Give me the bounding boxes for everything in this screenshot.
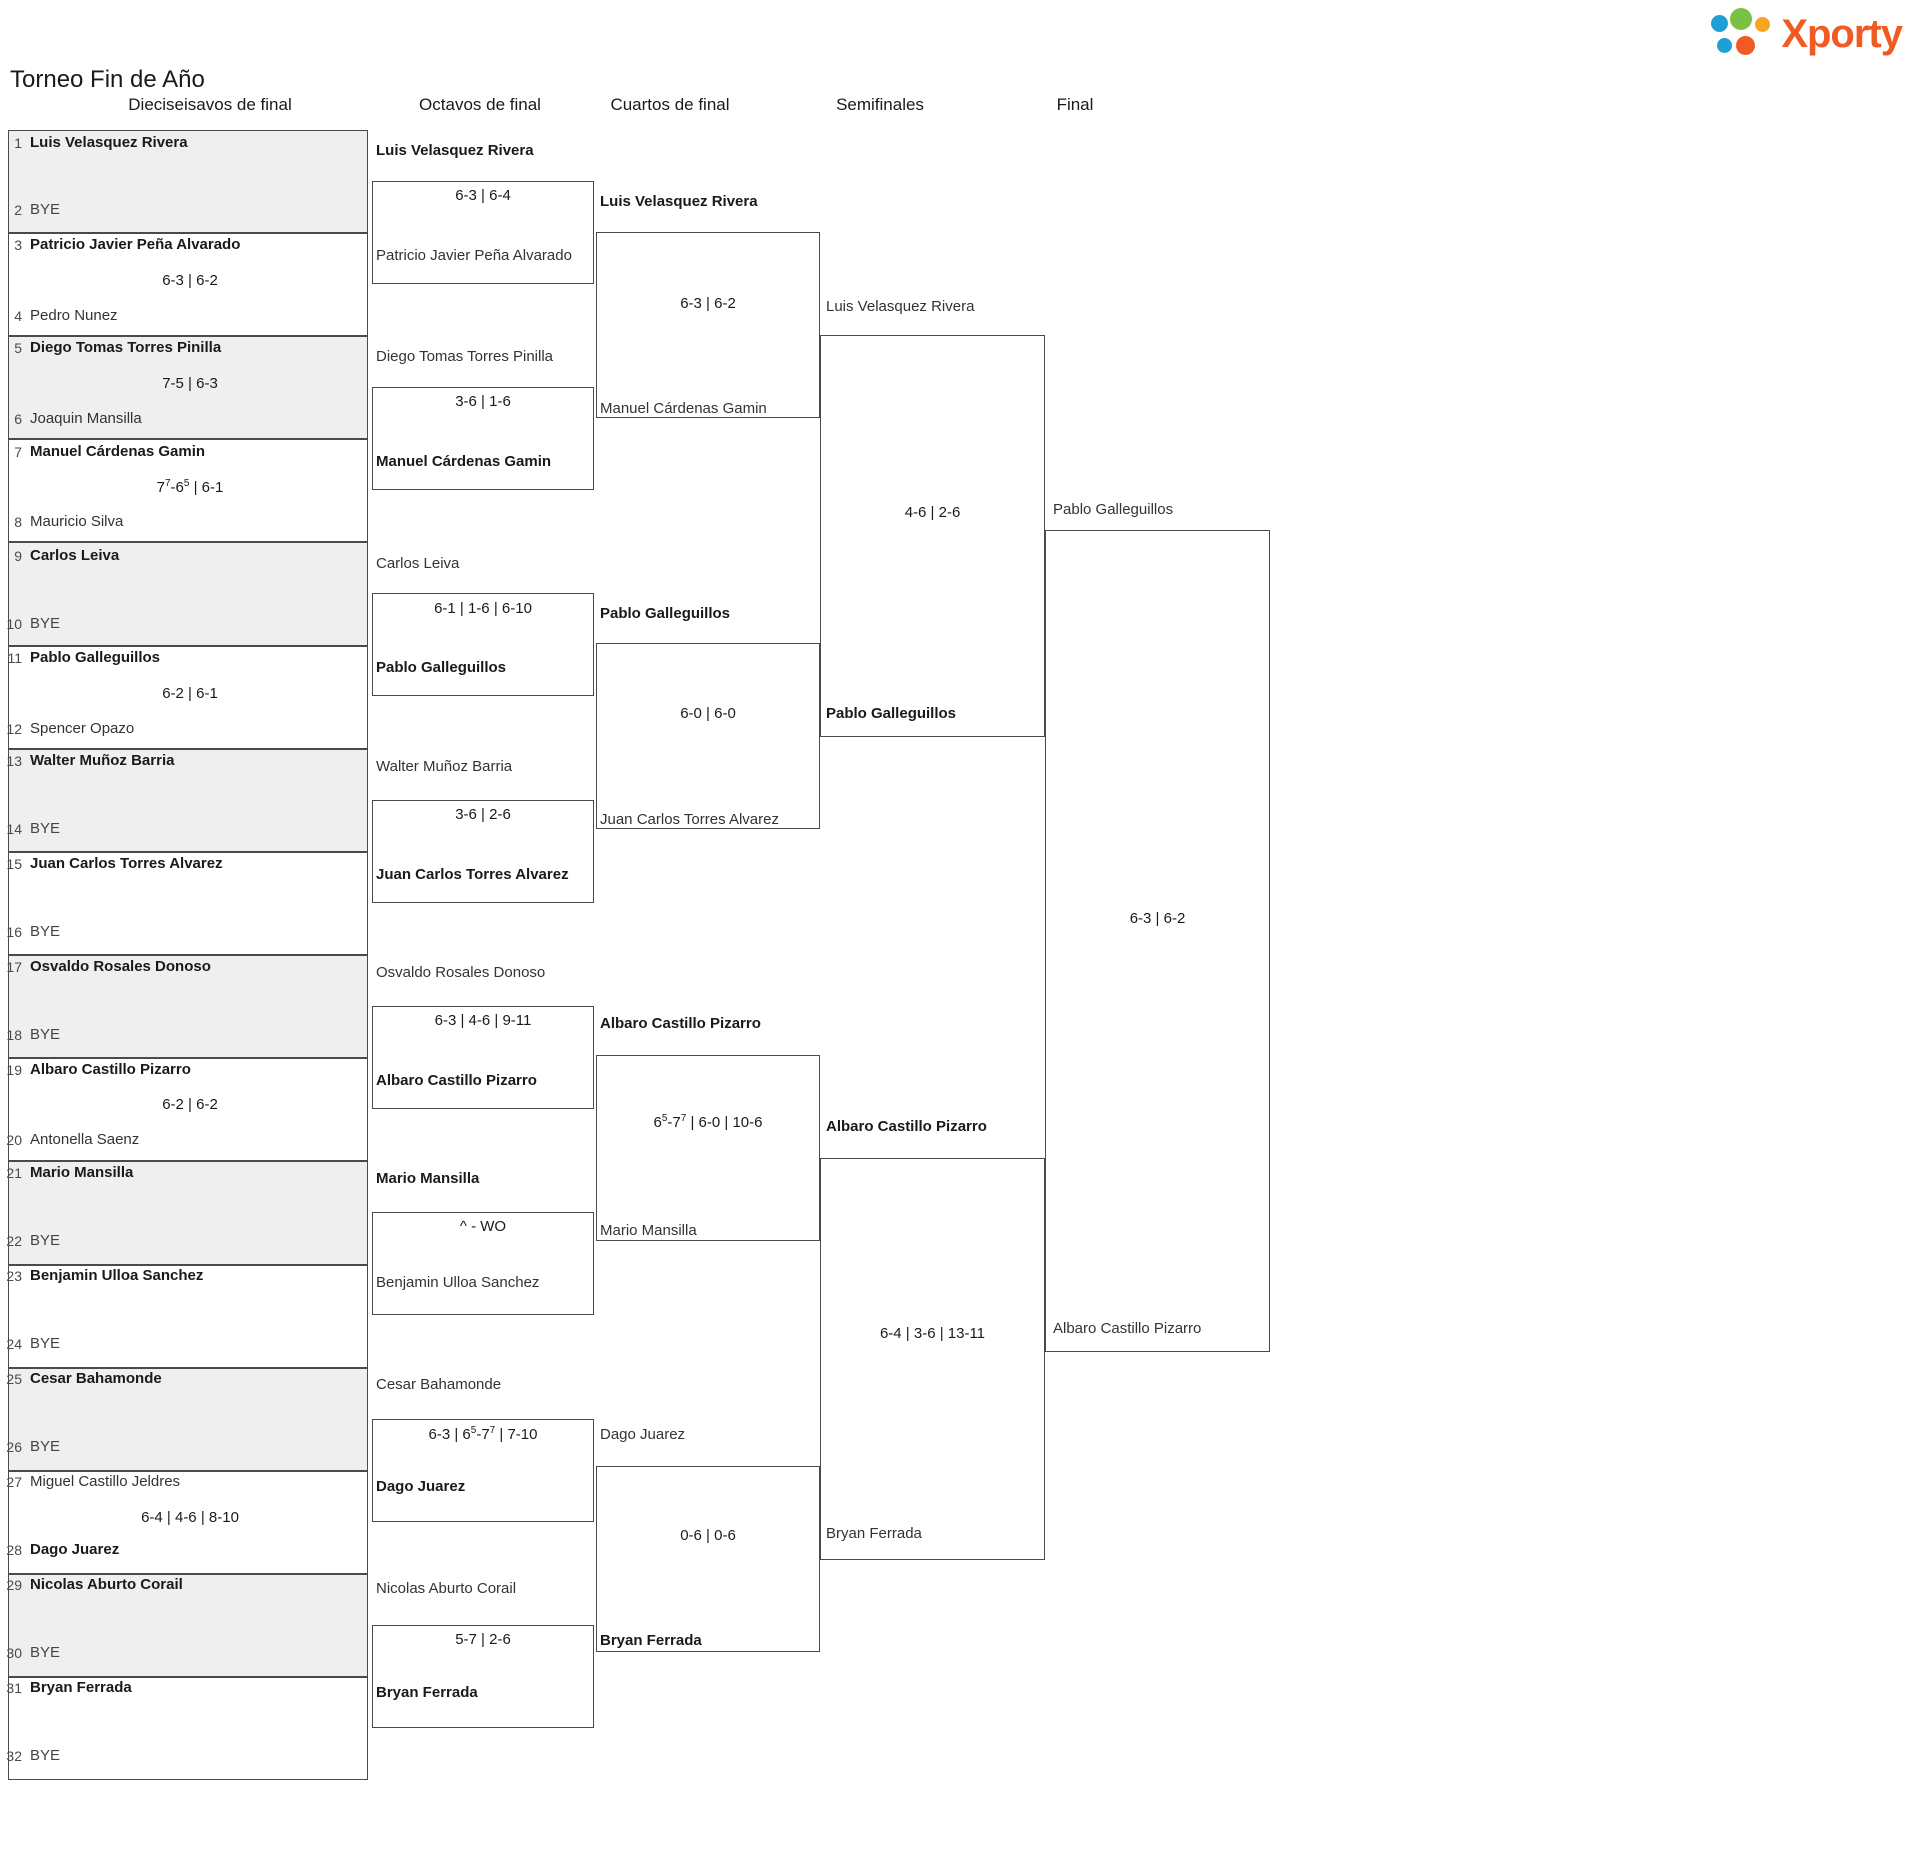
semis-player[interactable]: Bryan Ferrada	[826, 1525, 922, 1542]
r32-player: BYE	[30, 1438, 61, 1455]
round-header-r16: Octavos de final	[419, 95, 541, 114]
r32-player: BYE	[30, 820, 61, 837]
seed-number: 6	[14, 411, 22, 427]
seed-number: 32	[6, 1748, 22, 1764]
r32-player[interactable]: Cesar Bahamonde	[30, 1370, 162, 1387]
seed-number: 8	[14, 514, 22, 530]
r32-player[interactable]: Osvaldo Rosales Donoso	[30, 958, 211, 975]
r32-player[interactable]: Albaro Castillo Pizarro	[30, 1061, 191, 1078]
r32-player[interactable]: Antonella Saenz	[30, 1131, 140, 1148]
seed-number: 9	[14, 548, 22, 564]
r32-player[interactable]: Pablo Galleguillos	[30, 649, 161, 666]
seed-number: 16	[6, 924, 22, 940]
r32-player: BYE	[30, 1644, 61, 1661]
r32-score: 6-4 | 4-6 | 8-10	[141, 1509, 239, 1526]
r32-player: BYE	[30, 923, 61, 940]
octavos-score: 6-1 | 1-6 | 6-10	[434, 600, 532, 617]
seed-number: 14	[6, 821, 22, 837]
octavos-score: 3-6 | 1-6	[455, 393, 511, 410]
seed-number: 26	[6, 1439, 22, 1455]
cuartos-match-4[interactable]	[596, 1466, 820, 1652]
cuartos-score: 0-6 | 0-6	[680, 1527, 736, 1544]
octavos-player[interactable]: Albaro Castillo Pizarro	[376, 1072, 537, 1089]
tournament-name: Torneo Fin de Año	[10, 65, 205, 93]
seed-number: 17	[6, 959, 22, 975]
r32-player[interactable]: Mauricio Silva	[30, 513, 124, 530]
octavos-player[interactable]: Mario Mansilla	[376, 1170, 480, 1187]
final-match[interactable]	[1045, 530, 1270, 1352]
octavos-score: 6-3 | 4-6 | 9-11	[434, 1012, 532, 1029]
cuartos-match-1[interactable]	[596, 232, 820, 418]
final-player[interactable]: Pablo Galleguillos	[1053, 501, 1174, 518]
r32-player: BYE	[30, 1747, 61, 1764]
semis-score: 4-6 | 2-6	[904, 504, 961, 521]
seed-number: 23	[6, 1268, 22, 1284]
r32-player[interactable]: Pedro Nunez	[30, 307, 118, 324]
seed-number: 22	[6, 1233, 22, 1249]
xporty-logo	[1711, 8, 1902, 60]
octavos-score: 6-3 | 6-4	[455, 187, 511, 204]
r32-score: 6-3 | 6-2	[162, 272, 218, 289]
octavos-score: ^ - WO	[459, 1218, 507, 1235]
octavos-score: 3-6 | 2-6	[455, 806, 511, 823]
semis-player[interactable]: Luis Velasquez Rivera	[826, 298, 975, 315]
r32-player[interactable]: Luis Velasquez Rivera	[30, 134, 188, 151]
octavos-player[interactable]: Diego Tomas Torres Pinilla	[376, 348, 554, 365]
cuartos-player[interactable]: Juan Carlos Torres Alvarez	[600, 811, 779, 828]
cuartos-match-2[interactable]	[596, 643, 820, 829]
octavos-player[interactable]: Dago Juarez	[376, 1478, 466, 1495]
seed-number: 12	[6, 721, 22, 737]
octavos-player[interactable]: Juan Carlos Torres Alvarez	[376, 866, 569, 883]
r32-player[interactable]: Diego Tomas Torres Pinilla	[30, 339, 222, 356]
r32-score: 6-2 | 6-2	[162, 1096, 218, 1113]
logo-wordmark: Xporty	[1781, 11, 1902, 56]
seed-number: 7	[14, 444, 22, 460]
round-header-final: Final	[1056, 95, 1094, 114]
r32-player[interactable]: Mario Mansilla	[30, 1164, 134, 1181]
cuartos-score: 6-0 | 6-0	[680, 705, 736, 722]
seed-number: 15	[6, 856, 22, 872]
cuartos-player[interactable]: Manuel Cárdenas Gamin	[600, 400, 767, 417]
octavos-player[interactable]: Pablo Galleguillos	[376, 659, 507, 676]
octavos-score: 6-3 | $6^5-7^7$ | 7-10	[428, 1425, 538, 1443]
r32-player[interactable]: Bryan Ferrada	[30, 1679, 132, 1696]
octavos-player[interactable]: Walter Muñoz Barria	[376, 758, 513, 775]
cuartos-player[interactable]: Mario Mansilla	[600, 1222, 697, 1239]
r32-score: 6-2 | 6-1	[162, 685, 218, 702]
seed-number: 3	[14, 237, 22, 253]
r32-player: BYE	[30, 615, 61, 632]
seed-number: 10	[6, 616, 22, 632]
semis-match-2[interactable]	[820, 1158, 1045, 1560]
r32-player[interactable]: Dago Juarez	[30, 1541, 120, 1558]
final-score: 6-3 | 6-2	[1129, 910, 1186, 927]
semis-player[interactable]: Albaro Castillo Pizarro	[826, 1118, 987, 1135]
r32-player: BYE	[30, 201, 61, 218]
r32-player[interactable]: Benjamin Ulloa Sanchez	[30, 1267, 204, 1284]
cuartos-player[interactable]: Bryan Ferrada	[600, 1632, 702, 1649]
seed-number: 31	[6, 1680, 22, 1696]
semis-player[interactable]: Pablo Galleguillos	[826, 705, 957, 722]
seed-number: 19	[6, 1062, 22, 1078]
r32-score: $7^7-6^5$ | 6-1	[156, 478, 224, 496]
seed-number: 24	[6, 1336, 22, 1352]
seed-number: 2	[14, 202, 22, 218]
seed-number: 4	[14, 308, 22, 324]
octavos-player[interactable]: Carlos Leiva	[376, 555, 460, 572]
octavos-player[interactable]: Patricio Javier Peña Alvarado	[376, 247, 572, 264]
cuartos-score: 6-3 | 6-2	[680, 295, 736, 312]
seed-number: 13	[6, 753, 22, 769]
cuartos-player[interactable]: Albaro Castillo Pizarro	[600, 1015, 761, 1032]
r32-player[interactable]: Patricio Javier Peña Alvarado	[30, 236, 241, 253]
final-player[interactable]: Albaro Castillo Pizarro	[1053, 1320, 1202, 1337]
seed-number: 28	[6, 1542, 22, 1558]
r32-player[interactable]: Carlos Leiva	[30, 547, 120, 564]
seed-number: 29	[6, 1577, 22, 1593]
r32-score: 7-5 | 6-3	[162, 375, 218, 392]
seed-number: 30	[6, 1645, 22, 1661]
semis-match-1[interactable]	[820, 335, 1045, 737]
r32-player[interactable]: Walter Muñoz Barria	[30, 752, 175, 769]
cuartos-match-3[interactable]	[596, 1055, 820, 1241]
seed-number: 20	[6, 1132, 22, 1148]
semis-score: 6-4 | 3-6 | 13-11	[879, 1325, 986, 1342]
r32-player[interactable]: Miguel Castillo Jeldres	[30, 1473, 181, 1490]
octavos-score: 5-7 | 2-6	[455, 1631, 511, 1648]
r32-player[interactable]: Nicolas Aburto Corail	[30, 1576, 183, 1593]
r32-player[interactable]: Joaquin Mansilla	[30, 410, 142, 427]
seed-number: 18	[6, 1027, 22, 1043]
octavos-player[interactable]: Bryan Ferrada	[376, 1684, 478, 1701]
seed-number: 11	[7, 650, 22, 666]
octavos-player[interactable]: Manuel Cárdenas Gamin	[376, 453, 552, 470]
logo-dots-icon	[1711, 8, 1773, 60]
octavos-player[interactable]: Luis Velasquez Rivera	[376, 142, 534, 159]
round-header-r32: Dieciseisavos de final	[128, 95, 292, 114]
octavos-player[interactable]: Nicolas Aburto Corail	[376, 1580, 517, 1597]
round-header-quarters: Cuartos de final	[610, 95, 730, 114]
octavos-player[interactable]: Benjamin Ulloa Sanchez	[376, 1274, 540, 1291]
seed-number: 5	[14, 340, 22, 356]
cuartos-score: $6^5-7^7$ | 6-0 | 10-6	[653, 1113, 763, 1131]
seed-number: 25	[6, 1371, 22, 1387]
cuartos-player[interactable]: Pablo Galleguillos	[600, 605, 731, 622]
r32-player[interactable]: Spencer Opazo	[30, 720, 135, 737]
cuartos-player[interactable]: Dago Juarez	[600, 1426, 686, 1443]
r32-player[interactable]: Manuel Cárdenas Gamin	[30, 443, 206, 460]
octavos-player[interactable]: Osvaldo Rosales Donoso	[376, 964, 546, 981]
cuartos-player[interactable]: Luis Velasquez Rivera	[600, 193, 758, 210]
r32-player: BYE	[30, 1335, 61, 1352]
round-header-semis: Semifinales	[836, 95, 924, 114]
seed-number: 1	[14, 135, 22, 151]
seed-number: 21	[6, 1165, 22, 1181]
r32-player[interactable]: Juan Carlos Torres Alvarez	[30, 855, 223, 872]
octavos-player[interactable]: Cesar Bahamonde	[376, 1376, 502, 1393]
seed-number: 27	[6, 1474, 22, 1490]
r32-player: BYE	[30, 1026, 61, 1043]
r32-player: BYE	[30, 1232, 61, 1249]
